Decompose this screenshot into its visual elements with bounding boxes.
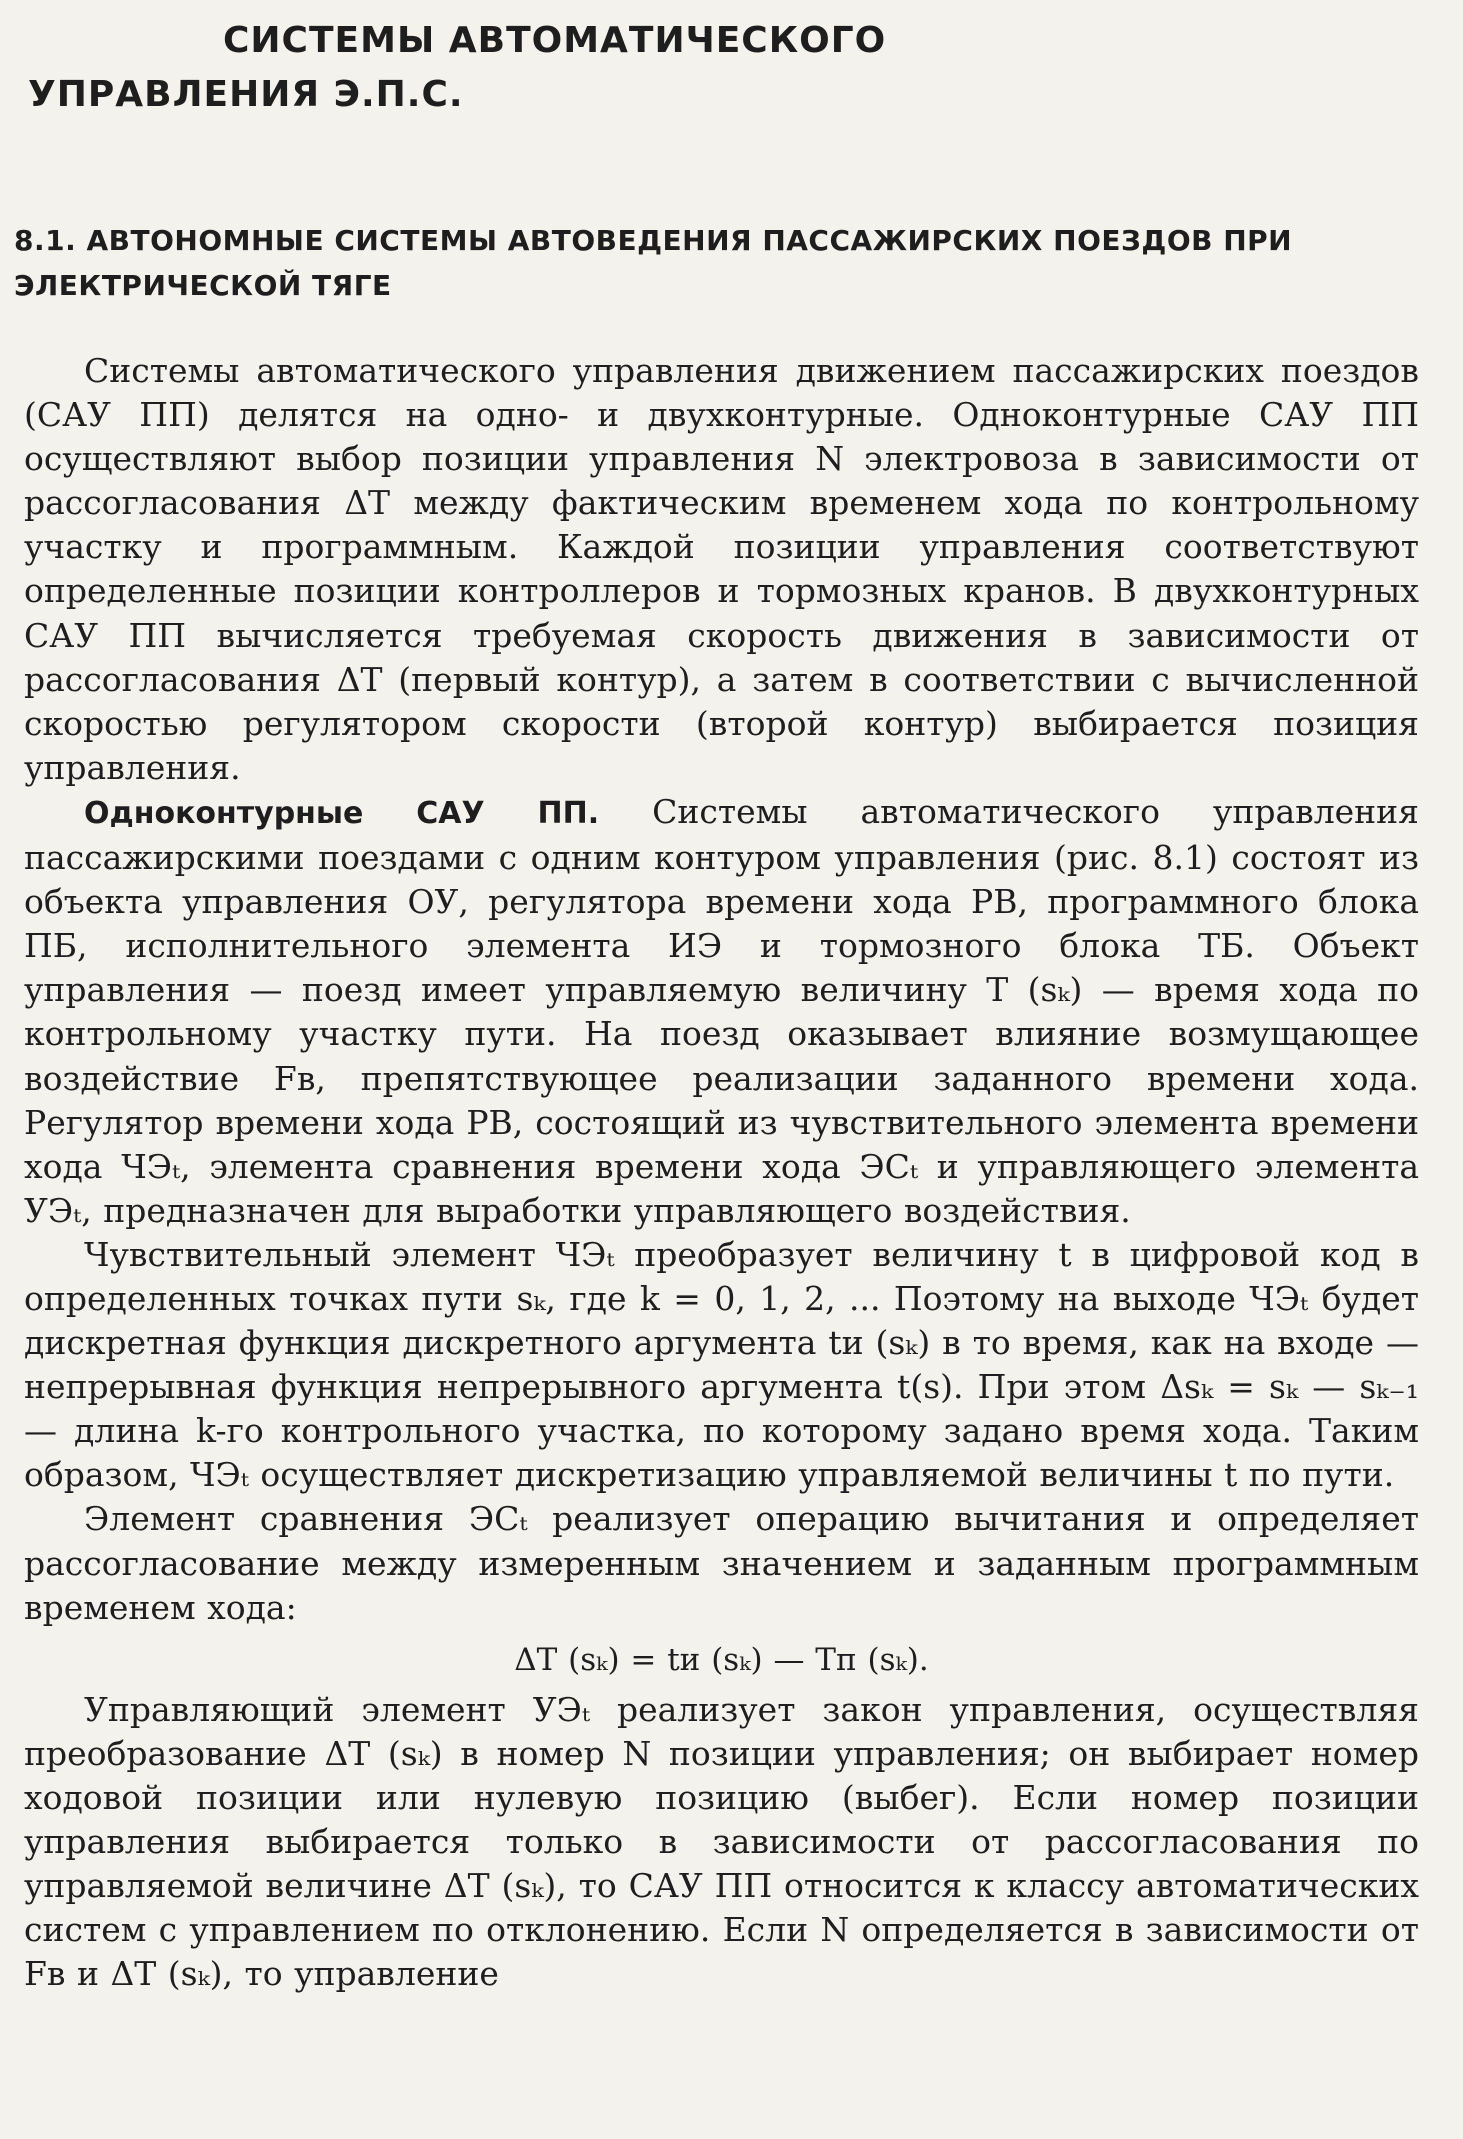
chapter-title-line-1: СИСТЕМЫ АВТОМАТИЧЕСКОГО bbox=[223, 20, 887, 61]
chapter-title bbox=[28, 14, 886, 122]
formula: ΔT (sₖ) = tи (sₖ) — Tп (sₖ). bbox=[514, 1641, 929, 1678]
paragraph-2 bbox=[24, 790, 1419, 1233]
paragraph-1: Системы автоматического управления движением пассажирских поездов (САУ ПП) делятся на одно- и двухконтурные. Одноконтурные САУ ПП осуществляют выбор позиции управления N электровоза в зависимости от рассогласования ΔT между фактическим временем хода по контрольному участку и программным. Каждой позиции управления соответствуют определенные позиции контроллеров и тормозных кранов. В двухконтурных САУ ПП вычисляется требуемая скорость движения в зависимости от рассогласования ΔT (первый контур), а затем в соответствии с вычисленной скоростью регулятором скорости (второй контур) выбирается позиция управления. bbox=[24, 351, 1419, 787]
section-title: 8.1. АВТОНОМНЫЕ СИСТЕМЫ АВТОВЕДЕНИЯ ПАССАЖИРСКИХ ПОЕЗДОВ ПРИ ЭЛЕКТРИЧЕСКОЙ ТЯГЕ bbox=[14, 224, 1293, 302]
paragraph-2-text: Системы автоматического управления пассажирскими поездами с одним контуром управления (рис. 8.1) состоят из объекта управления ОУ, регулятора времени хода РВ, программного блока ПБ, исполнительного элемента ИЭ и тормозного блока ТБ. Объект управления — поезд имеет управляемую величину T (sₖ) — время хода по контрольному участку пути. На поезд оказывает влияние возмущающее воздействие Fв, препятствующее реализации заданного времени хода. Регулятор времени хода РВ, состоящий из чувствительного элемента времени хода ЧЭₜ, элемента сравнения времени хода ЭСₜ и управляющего элемента УЭₜ, предназначен для выработки управляющего воздействия. bbox=[24, 791, 1419, 1230]
paragraph-2-lead: Одноконтурные САУ ПП. bbox=[84, 795, 600, 831]
body-text bbox=[24, 349, 1419, 1996]
paragraph-5: Управляющий элемент УЭₜ реализует закон управления, осуществляя преобразование ΔT (sₖ) в номер N позиции управления; он выбирает номер ходовой позиции или нулевую позицию (выбег). Если номер позиции управления выбирается только в зависимости от рассогласования по управляемой величине ΔT (sₖ), то САУ ПП относится к классу автоматических систем с управлением по отклонению. Если N определяется в зависимости от Fв и ΔT (sₖ), то управление bbox=[24, 1689, 1419, 1994]
paragraph-3: Чувствительный элемент ЧЭₜ преобразует величину t в цифровой код в определенных точках пути sₖ, где k = 0, 1, 2, ... Поэтому на выходе ЧЭₜ будет дискретная функция дискретного аргумента tи (sₖ) в то время, как на входе — непрерывная функция непрерывного аргумента t(s). При этом Δsₖ = sₖ — sₖ₋₁ — длина k-го контрольного участка, по которому задано время хода. Таким образом, ЧЭₜ осуществляет дискретизацию управляемой величины t по пути. bbox=[24, 1234, 1419, 1495]
chapter-title-line-2: УПРАВЛЕНИЯ Э.П.С. bbox=[28, 74, 464, 115]
paragraph-4: Элемент сравнения ЭСₜ реализует операцию вычитания и определяет рассогласование между измеренным значением и заданным программным временем хода: bbox=[24, 1499, 1419, 1627]
